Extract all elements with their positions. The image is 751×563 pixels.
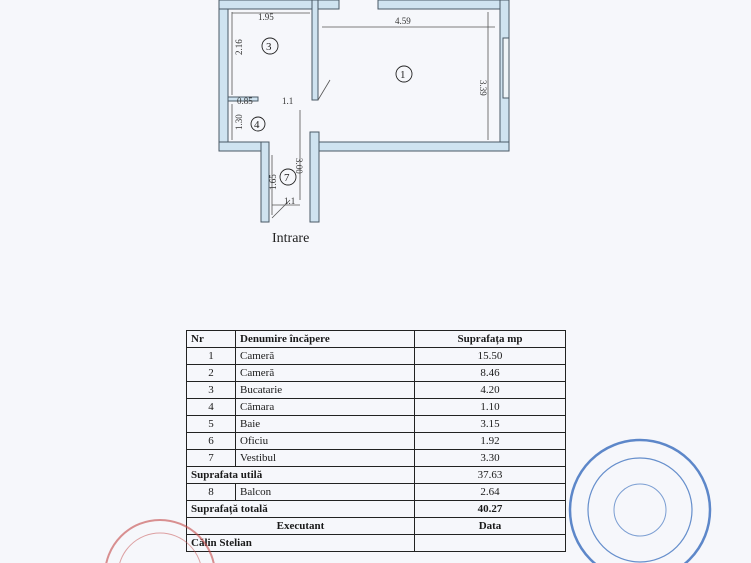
row-name: Cameră: [236, 348, 415, 365]
table-row: [187, 382, 566, 399]
dim-10: 1.1: [284, 196, 296, 206]
header-nr: Nr: [187, 331, 236, 348]
row-name: Bucatarie: [236, 382, 415, 399]
row-name: Baie: [236, 416, 415, 433]
executant-date: [415, 535, 566, 552]
dim-3: 2.16: [234, 39, 244, 55]
row-nr: 1: [187, 348, 236, 365]
dim-7: 1.30: [234, 114, 244, 130]
room-4-number: 4: [254, 119, 260, 131]
left-stamp: [95, 515, 225, 563]
table-row: [187, 348, 566, 365]
table-row: [187, 450, 566, 467]
data-label: Data: [415, 518, 566, 535]
header-name: Denumire încăpere: [236, 331, 415, 348]
row-nr: 7: [187, 450, 236, 467]
usable-area-label: Suprafata utilă: [187, 467, 415, 484]
row-nr: 3: [187, 382, 236, 399]
row-area: 8.46: [415, 365, 566, 382]
usable-area-row: [187, 467, 566, 484]
row-area: 1.10: [415, 399, 566, 416]
balcony-nr: 8: [187, 484, 236, 501]
row-name: Cămara: [236, 399, 415, 416]
room-3-number: 3: [266, 41, 272, 53]
room-1-number: 1: [400, 69, 406, 81]
row-area: 1.92: [415, 433, 566, 450]
row-name: Oficiu: [236, 433, 415, 450]
executant-label: Executant: [187, 518, 415, 535]
row-name: Vestibul: [236, 450, 415, 467]
executant-header-row: [187, 518, 566, 535]
usable-area-value: 37.63: [415, 467, 566, 484]
table-header-row: [187, 331, 566, 348]
dim-4: 3.39: [478, 80, 488, 96]
total-area-row: [187, 501, 566, 518]
row-nr: 6: [187, 433, 236, 450]
room-7-number: 7: [284, 172, 290, 184]
total-area-value: 40.27: [415, 501, 566, 518]
balcony-name: Balcon: [236, 484, 415, 501]
dim-9: 1.65: [268, 174, 278, 190]
executant-name: Călin Stelian: [187, 535, 415, 552]
row-area: 15.50: [415, 348, 566, 365]
table-row: [187, 365, 566, 382]
row-nr: 2: [187, 365, 236, 382]
area-table: [186, 330, 566, 552]
window: [503, 38, 509, 98]
table-row: [187, 399, 566, 416]
table-row: [187, 433, 566, 450]
row-nr: 4: [187, 399, 236, 416]
dim-6: 1.1: [282, 96, 294, 106]
room-markers: [251, 38, 412, 185]
row-area: 3.30: [415, 450, 566, 467]
entrance-label: Intrare: [272, 231, 310, 246]
dim-2: 4.59: [395, 16, 411, 26]
header-area: Suprafața mp: [415, 331, 566, 348]
balcony-area: 2.64: [415, 484, 566, 501]
row-name: Cameră: [236, 365, 415, 382]
right-stamp: [568, 438, 718, 563]
total-area-label: Suprafață totală: [187, 501, 415, 518]
row-area: 3.15: [415, 416, 566, 433]
executant-row: [187, 535, 566, 552]
dim-5: 0.85: [237, 96, 253, 106]
dim-1: 1.95: [258, 12, 274, 22]
table-row: [187, 416, 566, 433]
balcony-row: [187, 484, 566, 501]
row-nr: 5: [187, 416, 236, 433]
dim-8: 3.00: [294, 158, 304, 174]
row-area: 4.20: [415, 382, 566, 399]
walls: [219, 0, 509, 222]
